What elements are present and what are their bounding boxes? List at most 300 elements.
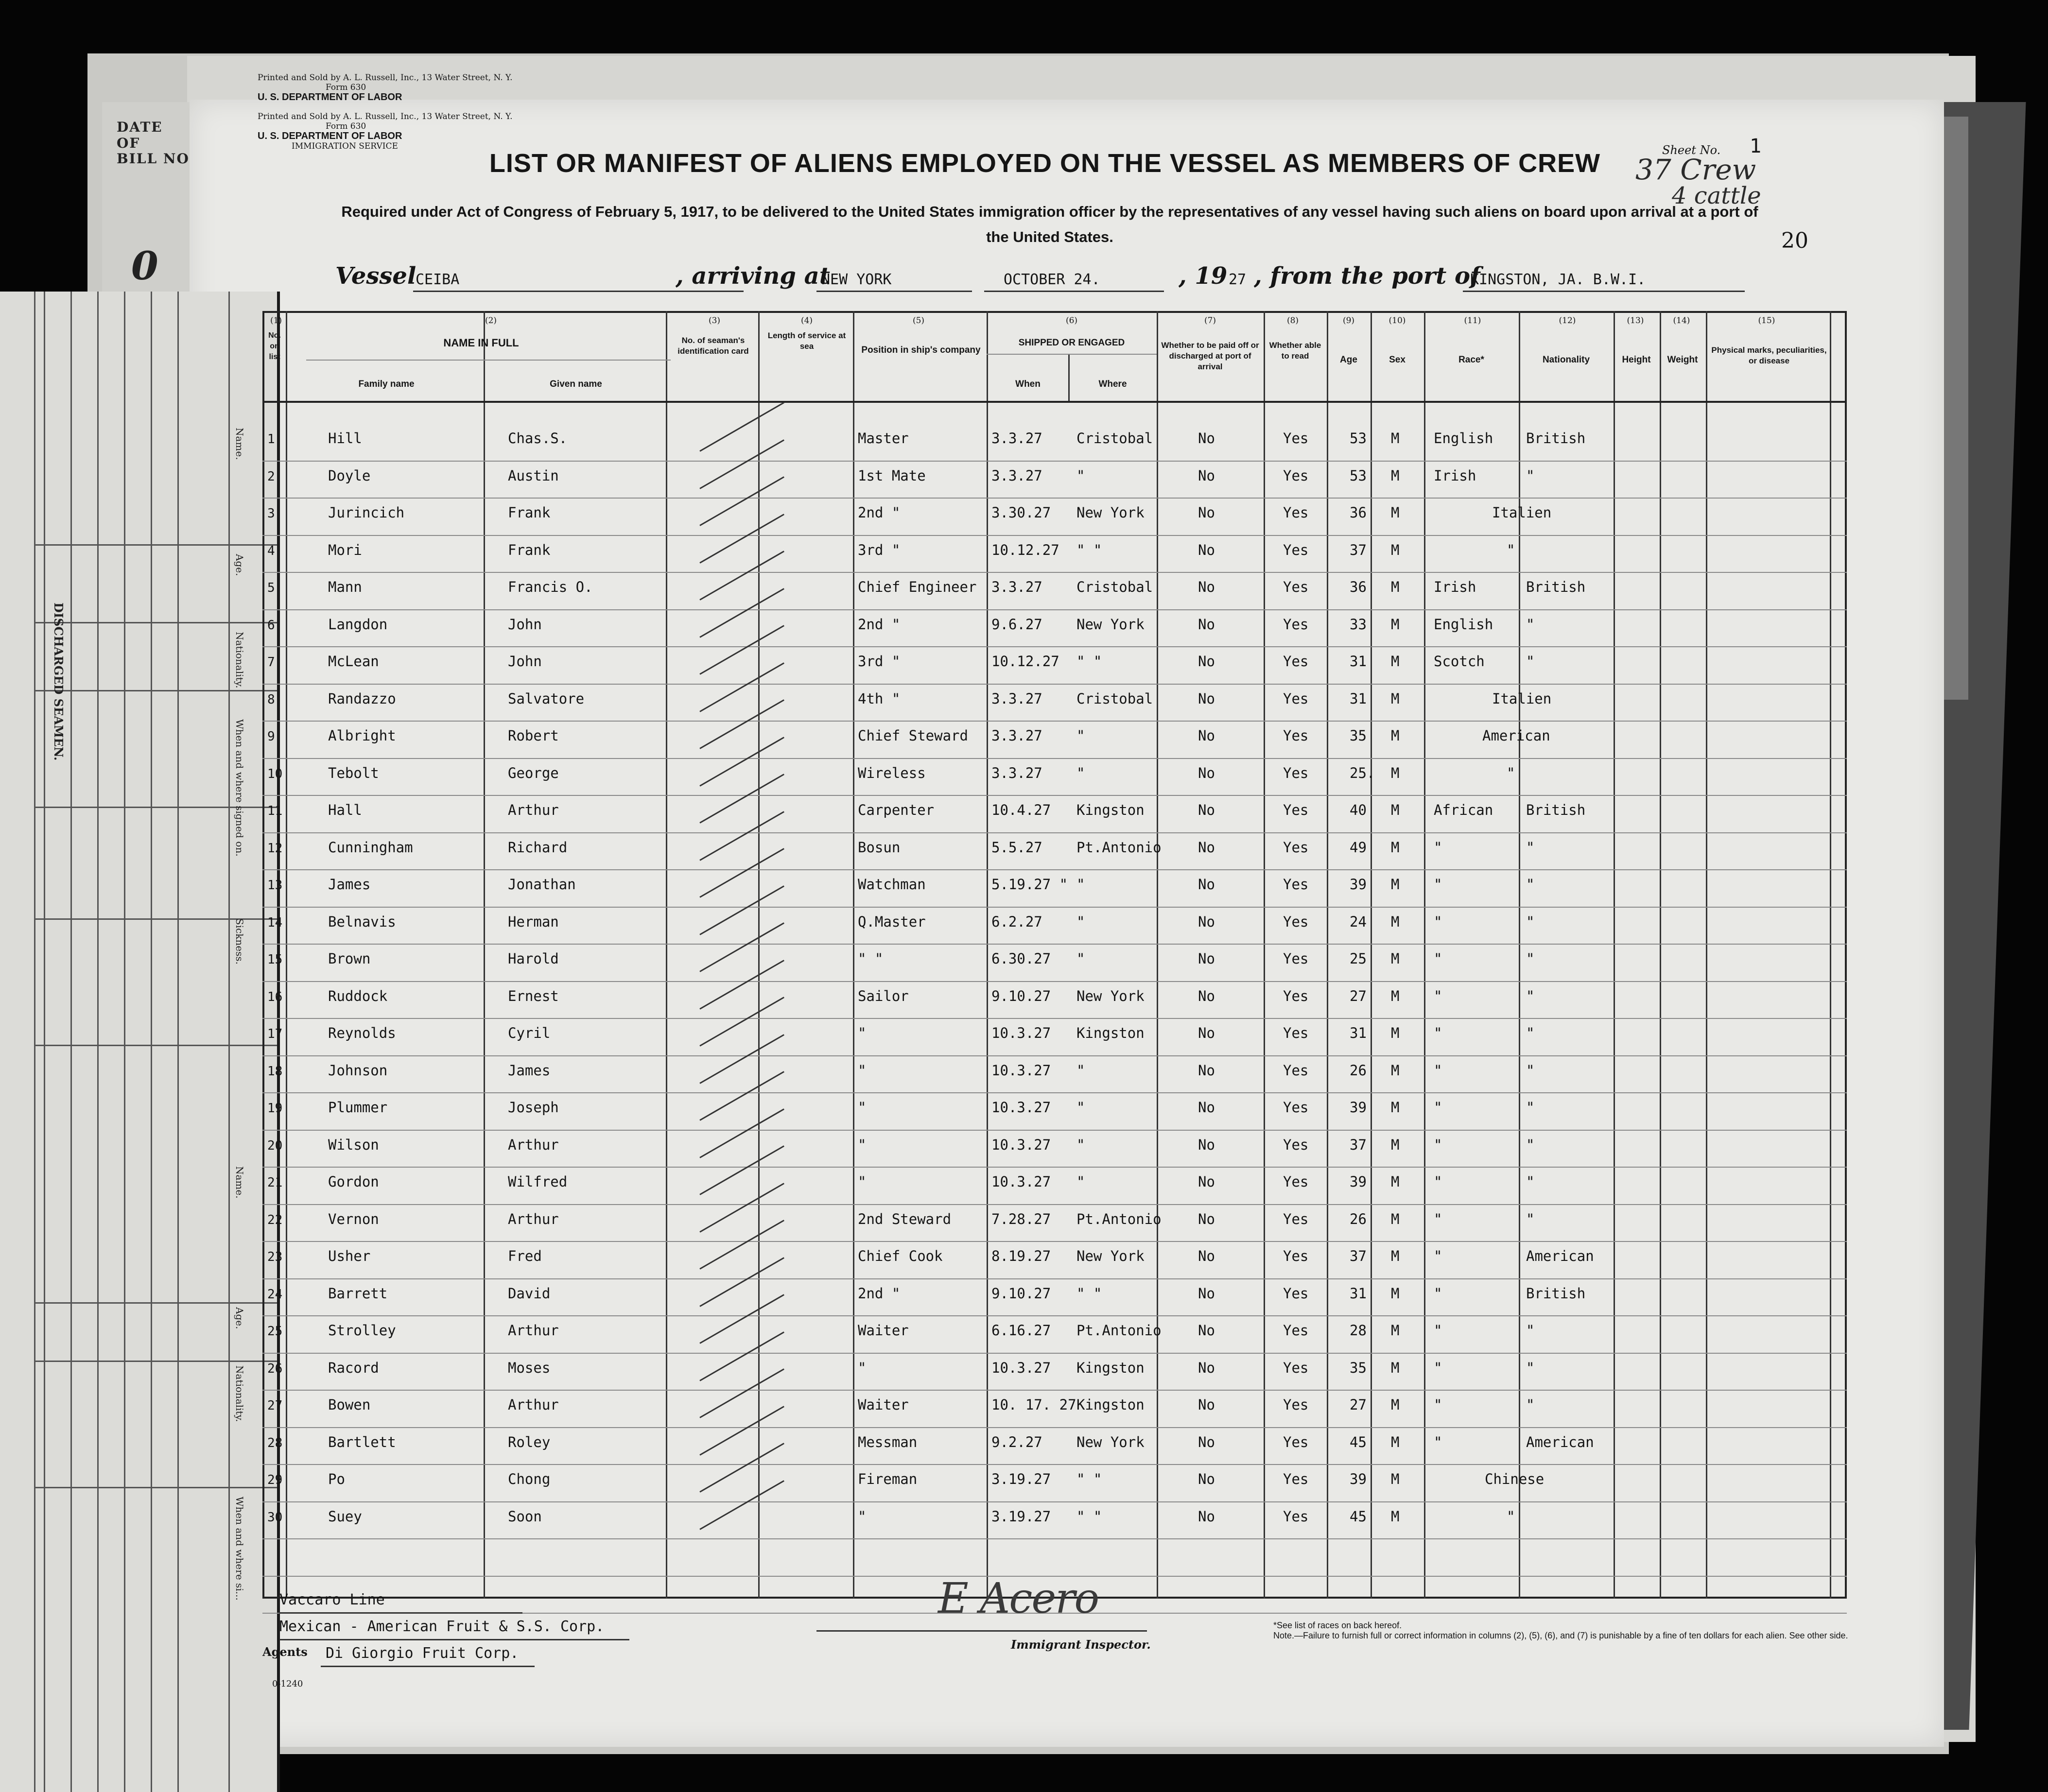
col-divider [1660,311,1661,1599]
family-name-cell: Racord [328,1359,379,1376]
row-number-cell: 28 [267,1435,283,1450]
strip-vline [151,292,152,1792]
from-port-label: , from the port of [1254,262,1480,290]
age-cell: 35 [1350,1359,1367,1376]
nationality-cell: " [1526,876,1535,893]
shipped-where-cell: New York [1076,1248,1145,1264]
able-to-read-cell: Yes [1283,1099,1309,1116]
sex-cell: M [1391,1210,1400,1227]
imprint-line: Form 630 [326,83,366,92]
shipped-when-cell: 3.30.27 [991,504,1051,521]
strip-hline [34,1361,277,1362]
row-number-cell: 19 [267,1101,283,1116]
header-able-read: Whether able to read [1269,341,1321,361]
strip-hline [34,690,277,691]
shipped-when-cell: 6.30.27 [991,950,1051,967]
age-cell: 33 [1350,616,1367,633]
age-cell: 39 [1350,1173,1367,1190]
able-to-read-cell: Yes [1283,690,1309,707]
given-name-cell: Francis O. [508,579,593,595]
shipped-when-cell: 3.3.27 [991,764,1042,781]
family-name-cell: Plummer [328,1099,388,1116]
nationality-cell: " [1526,913,1535,930]
age-cell: 31 [1350,690,1367,707]
position-cell: 2nd " [858,504,901,521]
shipped-where-cell: " [1076,913,1085,930]
row-number-cell: 24 [267,1287,283,1302]
nationality-cell: " [1526,839,1535,856]
header-length-service: Length of service at sea [767,331,846,351]
strip-vline [228,292,230,1792]
nationality-cell: " [1526,1099,1535,1116]
family-name-cell: Ruddock [328,987,388,1004]
sex-cell: M [1391,987,1400,1004]
able-to-read-cell: Yes [1283,1173,1309,1190]
able-to-read-cell: Yes [1283,913,1309,930]
nationality-cell: British [1526,802,1586,818]
position-cell: Chief Cook [858,1248,943,1264]
strip-label-sickness: Sickness. [234,918,245,965]
position-cell: Fireman [858,1471,918,1487]
col-number: (13) [1627,316,1644,326]
col-divider [1264,311,1265,1599]
strip-label-nationality: Nationality. [234,632,245,689]
able-to-read-cell: Yes [1283,987,1309,1004]
col-divider [1830,311,1831,1599]
nationality-cell: " [1526,1322,1535,1339]
paid-off-cell: No [1198,579,1215,595]
position-cell: Chief Steward [858,727,968,744]
col-number: (11) [1464,316,1481,326]
header-weight: Weight [1667,355,1698,365]
header-given-name: Given name [550,379,602,389]
paid-off-cell: No [1198,1210,1215,1227]
year-prefix: , 19 [1179,262,1228,290]
given-name-cell: Chong [508,1471,551,1487]
shipped-where-cell: " [1076,727,1085,744]
sex-cell: M [1391,839,1400,856]
race-cell: " [1434,876,1442,893]
paid-off-cell: No [1198,1248,1215,1264]
age-cell: 40 [1350,802,1367,818]
stub-line-2: BILL NO [117,151,190,167]
col-divider [484,311,485,1599]
able-to-read-cell: Yes [1283,579,1309,595]
shipped-when-cell: 3.3.27 [991,579,1042,595]
shipped-when-cell: 9.2.27 [991,1433,1042,1450]
footnote-penalty: Note.—Failure to furnish full or correct information in columns (2), (5), (6), and (7) is punishable by a fine of ten dollars for each alien. See other side. [1273,1631,1848,1640]
paid-off-cell: No [1198,727,1215,744]
nationality-cell: " [1526,1136,1535,1153]
family-name-cell: Bartlett [328,1433,396,1450]
age-cell: 27 [1350,1396,1367,1413]
able-to-read-cell: Yes [1283,616,1309,633]
nationality-cell: " [1526,653,1535,670]
nationality-cell: " [1507,1508,1515,1525]
age-cell: 25. [1350,764,1375,781]
strip-vline [34,292,35,1792]
nationality-cell: " [1526,1173,1535,1190]
family-name-cell: Barrett [328,1285,388,1302]
race-cell: English [1434,616,1493,633]
paid-off-cell: No [1198,1099,1215,1116]
shipped-where-cell: Kingston [1076,1396,1145,1413]
header-subrule [987,354,1157,355]
family-name-cell: Randazzo [328,690,396,707]
row-number-cell: 21 [267,1175,283,1190]
nationality-cell: " [1526,1396,1535,1413]
col-number: (12) [1559,316,1576,326]
paid-off-cell: No [1198,1025,1215,1041]
race-cell: " [1434,1099,1442,1116]
given-name-cell: Arthur [508,802,559,818]
given-name-cell: John [508,653,542,670]
row-number-cell: 4 [267,543,275,558]
shipped-where-cell: " " [1076,1471,1102,1487]
owner-line-3: Di Giorgio Fruit Corp. [326,1645,519,1662]
able-to-read-cell: Yes [1283,1136,1309,1153]
row-number-cell: 25 [267,1324,283,1339]
able-to-read-cell: Yes [1283,1248,1309,1264]
row-number-cell: 27 [267,1398,283,1413]
nationality-cell: Chinese [1485,1471,1545,1487]
given-name-cell: Roley [508,1433,551,1450]
sheet-number-label: Sheet No. [1662,143,1721,157]
printer-imprint-1 [258,73,513,103]
position-cell: Messman [858,1433,918,1450]
row-rule [262,1167,1847,1168]
sex-cell: M [1391,1396,1400,1413]
race-cell: Scotch [1434,653,1485,670]
given-name-cell: Richard [508,839,568,856]
header-age: Age [1340,355,1357,365]
family-name-cell: James [328,876,371,893]
family-name-cell: Po [328,1471,345,1487]
col-divider [853,311,854,1599]
able-to-read-cell: Yes [1283,467,1309,484]
year-value: 27 [1229,271,1247,288]
header-physical-marks: Physical marks, peculiarities, or disease [1711,345,1827,365]
row-number-cell: 23 [267,1250,283,1264]
given-name-cell: Arthur [508,1210,559,1227]
able-to-read-cell: Yes [1283,950,1309,967]
row-number-cell: 8 [267,692,275,707]
header-sex: Sex [1389,355,1406,365]
sex-cell: M [1391,1062,1400,1079]
family-name-cell: Langdon [328,616,388,633]
given-name-cell: Soon [508,1508,542,1525]
shipped-when-cell: 10.3.27 [991,1136,1051,1153]
stub-line-1: DATE OF [117,119,163,151]
col-number: (8) [1286,316,1299,326]
position-cell: " [858,1173,867,1190]
given-name-cell: James [508,1062,551,1079]
sex-cell: M [1391,1433,1400,1450]
col-divider [1327,311,1328,1599]
header-rule [262,401,1847,403]
header-paid-off: Whether to be paid off or discharged at port of arrival [1161,341,1259,371]
sex-cell: M [1391,802,1400,818]
race-cell: Irish [1434,579,1476,595]
shipped-where-cell: " [1076,950,1085,967]
row-rule [262,1204,1847,1205]
inspector-label: Immigrant Inspector. [1011,1637,1151,1652]
sex-cell: M [1391,950,1400,967]
age-cell: 26 [1350,1210,1367,1227]
inspector-signature: E Acero [938,1574,1099,1623]
nationality-cell: British [1526,579,1586,595]
race-cell: " [1434,950,1442,967]
nationality-cell: British [1526,1285,1586,1302]
shipped-where-cell: " " [1076,1508,1102,1525]
paid-off-cell: No [1198,839,1215,856]
race-cell: " [1434,1396,1442,1413]
age-cell: 25 [1350,950,1367,967]
shipped-where-cell: Cristobal [1076,690,1153,707]
shipped-when-cell: 7.28.27 [991,1210,1051,1227]
nationality-cell: American [1526,1433,1594,1450]
able-to-read-cell: Yes [1283,1210,1309,1227]
col-number: (9) [1342,316,1355,326]
given-name-cell: Wilfred [508,1173,568,1190]
able-to-read-cell: Yes [1283,1062,1309,1079]
family-name-cell: Tebolt [328,764,379,781]
col-number: (2) [485,316,497,326]
shipped-where-cell: New York [1076,1433,1145,1450]
race-cell: " [1434,839,1442,856]
age-cell: 28 [1350,1322,1367,1339]
discharged-seamen-strip [0,292,283,1792]
crew-table [262,311,1847,1599]
row-rule [262,609,1847,610]
able-to-read-cell: Yes [1283,1471,1309,1487]
nationality-cell: " [1526,1359,1535,1376]
nationality-cell: " [1507,764,1515,781]
paid-off-cell: No [1198,467,1215,484]
race-cell: " [1434,987,1442,1004]
nationality-cell: Italien [1492,690,1552,707]
strip-hline [34,1302,277,1304]
strip-hline [34,544,277,546]
able-to-read-cell: Yes [1283,1508,1309,1525]
family-name-cell: Suey [328,1508,362,1525]
handwritten-crew-count: 37 Crew [1635,153,1756,186]
position-cell: Watchman [858,876,926,893]
paid-off-cell: No [1198,1136,1215,1153]
given-name-cell: Frank [508,541,551,558]
row-rule [262,832,1847,833]
shipped-where-cell: " [1076,1099,1085,1116]
nationality-cell: " [1507,541,1515,558]
row-number-cell: 30 [267,1510,283,1525]
agents-label: Agents [262,1645,308,1659]
family-name-cell: Hall [328,802,362,818]
header-race: Race* [1458,355,1484,365]
arriving-rule [816,291,972,292]
able-to-read-cell: Yes [1283,1025,1309,1041]
sex-cell: M [1391,1248,1400,1264]
shipped-where-cell: " [1076,876,1085,893]
strip-hline [34,1487,277,1488]
family-name-cell: Vernon [328,1210,379,1227]
family-name-cell: Johnson [328,1062,388,1079]
page-title: LIST OR MANIFEST OF ALIENS EMPLOYED ON THE VESSEL AS MEMBERS OF CREW [489,149,1601,178]
row-rule [262,461,1847,462]
family-name-cell: Reynolds [328,1025,396,1041]
able-to-read-cell: Yes [1283,802,1309,818]
shipped-where-cell: " [1076,1136,1085,1153]
strip-vline [97,292,99,1792]
shipped-where-cell: Kingston [1076,802,1145,818]
col-number: (7) [1204,316,1216,326]
position-cell: 4th " [858,690,901,707]
position-cell: 2nd " [858,1285,901,1302]
header-when: When [1015,379,1041,389]
race-cell: " [1434,913,1442,930]
paid-off-cell: No [1198,764,1215,781]
given-name-cell: Cyril [508,1025,551,1041]
shipped-when-cell: 5.5.27 [991,839,1042,856]
header-family-name: Family name [358,379,415,389]
paid-off-cell: No [1198,876,1215,893]
row-rule [262,1315,1847,1316]
family-name-cell: Strolley [328,1322,396,1339]
row-rule [262,758,1847,759]
shipped-when-cell: 10.3.27 [991,1025,1051,1041]
shipped-when-cell: 10.4.27 [991,802,1051,818]
nationality-cell: Italien [1492,504,1552,521]
vessel-line [335,262,1745,292]
row-rule [262,646,1847,647]
sex-cell: M [1391,579,1400,595]
age-cell: 39 [1350,876,1367,893]
able-to-read-cell: Yes [1283,764,1309,781]
row-number-cell: 6 [267,618,275,633]
handwritten-cattle-count: 4 cattle [1672,182,1761,209]
strip-label-name-2: Name. [234,1166,245,1199]
age-cell: 37 [1350,1248,1367,1264]
shipped-when-cell: 10. 17. 27 [991,1396,1076,1413]
row-rule [262,1538,1847,1539]
row-rule [262,498,1847,499]
position-cell: 3rd " [858,653,901,670]
position-cell: 2nd " [858,616,901,633]
row-rule [262,1018,1847,1019]
sex-cell: M [1391,430,1400,447]
col-number: (10) [1388,316,1406,326]
race-cell: " [1434,1248,1442,1264]
col-number: (1) [270,316,282,326]
paid-off-cell: No [1198,653,1215,670]
row-number-cell: 2 [267,469,275,484]
row-number-cell: 12 [267,841,283,856]
nationality-cell: " [1526,950,1535,967]
owner-rule [321,1666,535,1667]
row-rule [262,1501,1847,1502]
footnote-races: *See list of races on back hereof. [1273,1620,1402,1630]
shipped-where-cell: " [1076,1062,1085,1079]
strip-label-signed-on: When and where signed on. [234,719,245,857]
shipped-where-cell: Pt.Antonio [1076,839,1162,856]
sex-cell: M [1391,541,1400,558]
nationality-cell: " [1526,1062,1535,1079]
col-divider [1371,311,1372,1599]
sheet-number-value: 1 [1750,135,1762,157]
strip-title: DISCHARGED SEAMEN. [52,603,66,761]
header-shipped: SHIPPED OR ENGAGED [1018,338,1125,348]
given-name-cell: Arthur [508,1396,559,1413]
sex-cell: M [1391,1322,1400,1339]
paid-off-cell: No [1198,541,1215,558]
row-rule [262,981,1847,982]
position-cell: " [858,1508,867,1525]
imprint-line: Printed and Sold by A. L. Russell, Inc., 13 Water Street, N. Y. [258,112,513,121]
page-number: 20 [1781,228,1808,253]
stub-mark: 0 [131,243,159,289]
position-cell: " [858,1359,867,1376]
sex-cell: M [1391,1099,1400,1116]
given-name-cell: Arthur [508,1322,559,1339]
header-nationality: Nationality [1542,355,1590,365]
able-to-read-cell: Yes [1283,504,1309,521]
family-name-cell: Doyle [328,467,371,484]
able-to-read-cell: Yes [1283,653,1309,670]
strip-label-age-2: Age. [234,1307,245,1329]
header-no-on-list: No. on list [268,331,281,361]
shipped-where-cell: New York [1076,616,1145,633]
row-number-cell: 3 [267,506,275,521]
race-cell: Irish [1434,467,1476,484]
row-number-cell: 20 [267,1138,283,1153]
age-cell: 26 [1350,1062,1367,1079]
given-name-cell: Jonathan [508,876,576,893]
shipped-where-cell: New York [1076,987,1145,1004]
given-name-cell: Harold [508,950,559,967]
able-to-read-cell: Yes [1283,430,1309,447]
paid-off-cell: No [1198,430,1215,447]
position-cell: 2nd Steward [858,1210,952,1227]
row-rule [262,1390,1847,1391]
shipped-where-cell: Cristobal [1076,430,1153,447]
col-divider [987,311,988,1599]
family-name-cell: McLean [328,653,379,670]
from-port-rule [1463,291,1745,292]
row-number-cell: 10 [267,766,283,781]
header-subrule [306,360,671,361]
col-divider [1424,311,1425,1599]
position-cell: Master [858,430,909,447]
paid-off-cell: No [1198,1471,1215,1487]
shipped-when-cell: 6.16.27 [991,1322,1051,1339]
paid-off-cell: No [1198,1062,1215,1079]
strip-label-nationality-2: Nationality. [234,1365,245,1422]
imprint-line: Printed and Sold by A. L. Russell, Inc., 13 Water Street, N. Y. [258,73,513,83]
given-name-cell: Ernest [508,987,559,1004]
given-name-cell: Herman [508,913,559,930]
strip-vline [44,292,45,1792]
nationality-cell: " [1526,616,1535,633]
vessel-rule [413,291,744,292]
sex-cell: M [1391,616,1400,633]
row-rule [262,684,1847,685]
position-cell: Waiter [858,1322,909,1339]
row-number-cell: 26 [267,1361,283,1376]
nationality-cell: " [1526,467,1535,484]
paid-off-cell: No [1198,690,1215,707]
shipped-when-cell: 3.3.27 [991,430,1042,447]
family-name-cell: Belnavis [328,913,396,930]
paid-off-cell: No [1198,1173,1215,1190]
